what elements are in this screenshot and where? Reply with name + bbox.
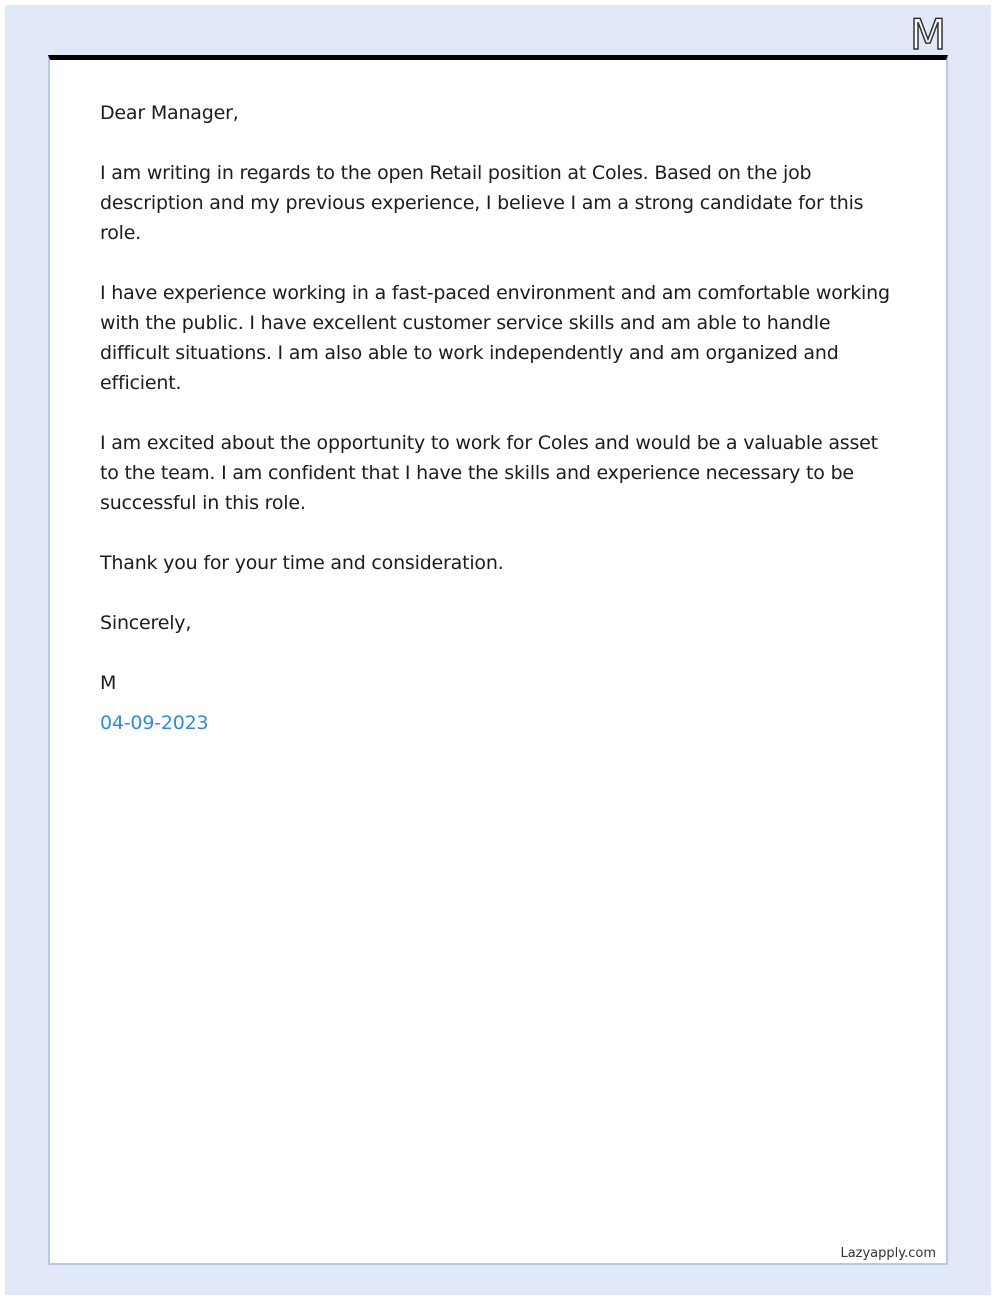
letter-date: 04-09-2023 (100, 712, 209, 734)
paragraph-1: I am writing in regards to the open Retail position at Coles. Based on the job description and my previous experience, I believe I am a strong candidate for this role. (100, 162, 864, 244)
footer-site-link[interactable]: Lazyapply.com (840, 1246, 936, 1261)
signature-name: M (100, 672, 117, 694)
letter-body (100, 98, 900, 738)
greeting: Dear Manager, (100, 102, 239, 124)
letter-page (48, 55, 948, 1265)
paragraph-2: I have experience working in a fast-paced environment and am comfortable working with the public. I have excellent customer service skills and am able to handle difficult situations. I am also able to work independently and am organized and efficient. (100, 282, 890, 394)
closing: Sincerely, (100, 612, 192, 634)
paragraph-3: I am excited about the opportunity to work for Coles and would be a valuable asset to the team. I am confident that I have the skills and experience necessary to be successful in this role. (100, 432, 878, 514)
monogram-logo-icon (905, 14, 951, 54)
monogram-letter: M (909, 14, 947, 54)
paragraph-4: Thank you for your time and consideration. (100, 552, 504, 574)
